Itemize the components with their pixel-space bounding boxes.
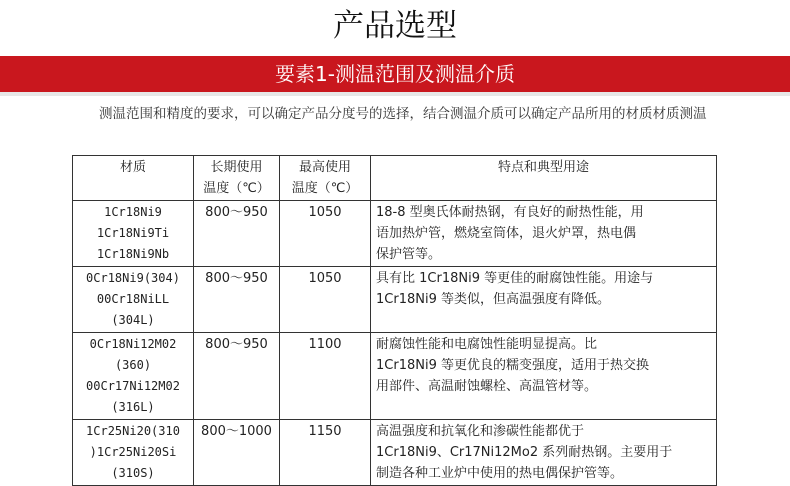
feature-line: 1Cr18Ni9 等类似，但高温强度有降低。 — [376, 292, 610, 307]
feature-line: 保护管等。 — [376, 247, 442, 262]
cell-features — [371, 267, 717, 333]
material-spec-table — [72, 155, 717, 486]
cell-features — [371, 201, 717, 267]
cell-long-term-temp: 800～1000 — [194, 420, 280, 486]
material-line: (316L) — [111, 400, 155, 414]
section-banner-text: 要素1-测温范围及测温介质 — [275, 62, 515, 86]
cell-features — [371, 420, 717, 486]
cell-max-temp: 1100 — [280, 333, 371, 420]
cell-material — [73, 333, 194, 420]
header-features-label: 特点和典型用途 — [497, 160, 589, 175]
cell-long-term-temp: 800～950 — [194, 333, 280, 420]
feature-line: 耐腐蚀性能和电腐蚀性能明显提高。比 — [376, 337, 598, 352]
header-long-term-line-2: 温度（℃） — [203, 181, 270, 196]
table-row — [73, 267, 717, 333]
material-line: 1Cr18Ni9Ti — [96, 226, 170, 240]
material-line: )1Cr25Ni20Si — [89, 445, 177, 459]
cell-material — [73, 201, 194, 267]
material-line: 0Cr18Ni12M02 — [89, 337, 177, 351]
table-row — [73, 420, 717, 486]
feature-line: 高温强度和抗氧化和渗碳性能都优于 — [376, 424, 585, 439]
feature-line: 1Cr18Ni9、Cr17Ni12Mo2 系列耐热钢。主要用于 — [376, 445, 673, 460]
material-line: 00Cr17Ni12M02 — [86, 379, 180, 393]
material-line: (304L) — [111, 313, 155, 327]
material-line: 0Cr18Ni9(304) — [86, 271, 180, 285]
page-title: 产品选型 — [333, 8, 457, 44]
material-line: 1Cr25Ni20(310 — [86, 424, 180, 438]
intro-paragraph: 测温范围和精度的要求，可以确定产品分度号的选择，结合测温介质可以确定产品所用的材质材质测温 — [99, 106, 707, 122]
material-line: (310S) — [111, 466, 155, 480]
header-max-line-1: 最高使用 — [298, 160, 351, 175]
material-line: 1Cr18Ni9 — [104, 205, 162, 219]
cell-long-term-temp: 800～950 — [194, 201, 280, 267]
feature-line: 制造各种工业炉中使用的热电偶保护管等。 — [376, 466, 624, 481]
table-header-row — [73, 156, 717, 201]
cell-long-term-temp: 800～950 — [194, 267, 280, 333]
material-line: (360) — [114, 358, 152, 372]
section-banner — [0, 56, 790, 96]
feature-line: 用部件、高温耐蚀螺栓、高温管材等。 — [376, 379, 598, 394]
cell-material — [73, 267, 194, 333]
header-long-term-line-1: 长期使用 — [210, 160, 263, 175]
cell-material — [73, 420, 194, 486]
material-line: 1Cr18Ni9Nb — [96, 247, 170, 261]
header-long-term-temp — [194, 156, 280, 201]
header-max-temp — [280, 156, 371, 201]
header-features — [371, 156, 717, 201]
table-row — [73, 201, 717, 267]
material-line: 00Cr18NiLL — [96, 292, 170, 306]
header-material — [73, 156, 194, 201]
feature-line: 具有比 1Cr18Ni9 等更佳的耐腐蚀性能。用途与 — [376, 271, 654, 286]
cell-max-temp: 1050 — [280, 201, 371, 267]
header-material-label: 材质 — [119, 160, 146, 175]
cell-max-temp: 1150 — [280, 420, 371, 486]
feature-line: 1Cr18Ni9 等更优良的糯变强度，适用于热交换 — [376, 358, 649, 373]
feature-line: 语加热炉管，燃烧室筒体，退火炉罩，热电偶 — [376, 226, 637, 241]
cell-features — [371, 333, 717, 420]
feature-line: 18-8 型奥氏体耐热钢，有良好的耐热性能，用 — [376, 205, 644, 220]
header-max-line-2: 温度（℃） — [291, 181, 359, 196]
cell-max-temp: 1050 — [280, 267, 371, 333]
table-row — [73, 333, 717, 420]
